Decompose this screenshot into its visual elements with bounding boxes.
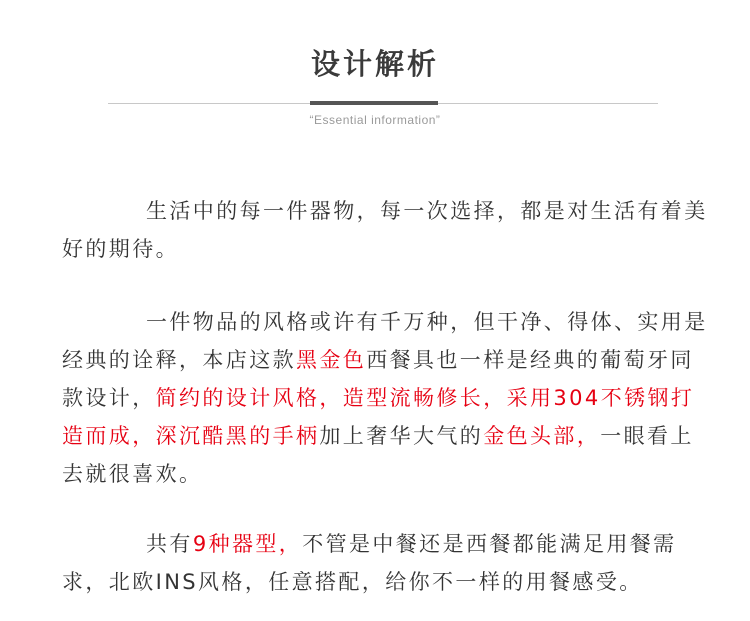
paragraph-design-text-4: 一眼看上去就很喜欢。 — [62, 424, 694, 486]
paragraph-variety — [62, 525, 708, 601]
paragraph-intro — [62, 192, 708, 268]
highlight-design-features: 简约的设计风格，造型流畅修长，采用304不锈钢打造而成，深沉酷黑的手柄 — [62, 386, 695, 448]
paragraph-intro-text: 生活中的每一件器物，每一次选择，都是对生活有着美好的期待。 — [62, 199, 708, 261]
highlight-nine-types: 9种器型， — [192, 532, 303, 556]
paragraph-design — [62, 303, 708, 493]
paragraph-design-text-2: 西餐具也一样是经典的葡萄牙同款设计， — [62, 348, 694, 410]
highlight-black-gold: 黑金色 — [296, 348, 367, 372]
paragraph-design-text-3: 加上奢华大气的 — [319, 424, 484, 448]
paragraph-design-text-1: 一件物品的风格或许有千万种，但干净、得体、实用是经典的诠释，本店这款 — [62, 310, 708, 372]
highlight-gold-head: 金色头部， — [483, 424, 601, 448]
paragraph-variety-text-2: 不管是中餐还是西餐都能满足用餐需求，北欧INS风格，任意搭配，给你不一样的用餐感受。 — [62, 532, 677, 594]
section-subtitle: “Essential information” — [309, 113, 441, 127]
section-title: 设计解析 — [310, 47, 439, 81]
title-divider-accent — [310, 101, 438, 105]
paragraph-variety-text-1: 共有 — [146, 532, 193, 556]
